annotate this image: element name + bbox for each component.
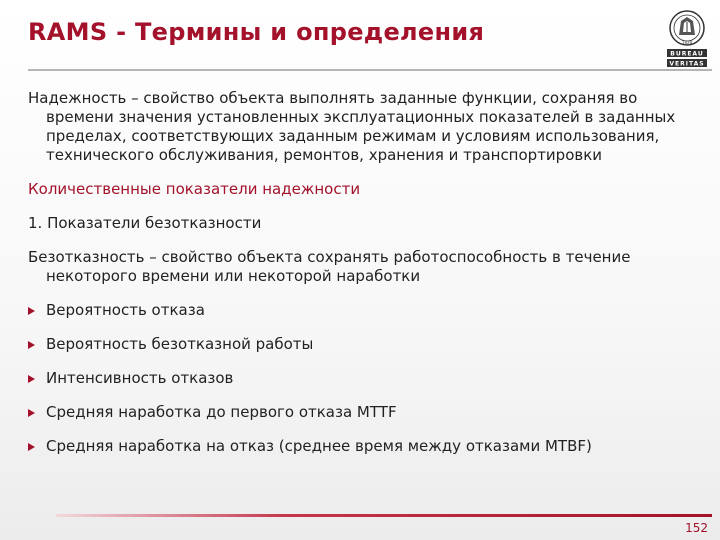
footer-divider (56, 514, 712, 517)
title-divider (28, 69, 712, 71)
bureau-veritas-logo-icon (662, 8, 712, 70)
bullet-text: Вероятность отказа (46, 301, 205, 319)
logo-year: 1828 (681, 40, 693, 45)
bullet-item (28, 437, 698, 456)
logo-line1: BUREAU (670, 50, 704, 58)
subheading-quantitative: Количественные показатели надежности (28, 180, 361, 198)
bullet-item (28, 301, 698, 320)
bullet-text: Вероятность безотказной работы (46, 335, 314, 353)
bullet-text: Средняя наработка на отказ (среднее время между отказами MTBF) (46, 437, 592, 455)
bullet-triangle-icon (28, 409, 35, 417)
slide-title: RAMS - Термины и определения (28, 18, 485, 46)
bullet-triangle-icon (28, 375, 35, 383)
bullet-text: Интенсивность отказов (46, 369, 234, 387)
bullet-triangle-icon (28, 307, 35, 315)
definition-failsafe: Безотказность – свойство объекта сохранять работоспособность в течение некоторого времени или некоторой наработки (28, 248, 631, 285)
section-heading-1: 1. Показатели безотказности (28, 214, 262, 232)
bullet-triangle-icon (28, 341, 35, 349)
bullet-item (28, 335, 698, 354)
definition-reliability: Надежность – свойство объекта выполнять заданные функции, сохраняя во времени значения установленных эксплуатационных показателей в заданных пределах, соответствующих заданным режимам и условиям использования, технического обслуживания, ремонтов, хранения и транспортировки (28, 89, 676, 164)
logo-line2: VERITAS (669, 60, 705, 68)
bullet-item (28, 403, 698, 422)
bullet-triangle-icon (28, 443, 35, 451)
slide-content (28, 89, 698, 471)
bullet-text: Средняя наработка до первого отказа MTTF (46, 403, 397, 421)
page-number: 152 (685, 521, 708, 535)
bullet-item (28, 369, 698, 388)
